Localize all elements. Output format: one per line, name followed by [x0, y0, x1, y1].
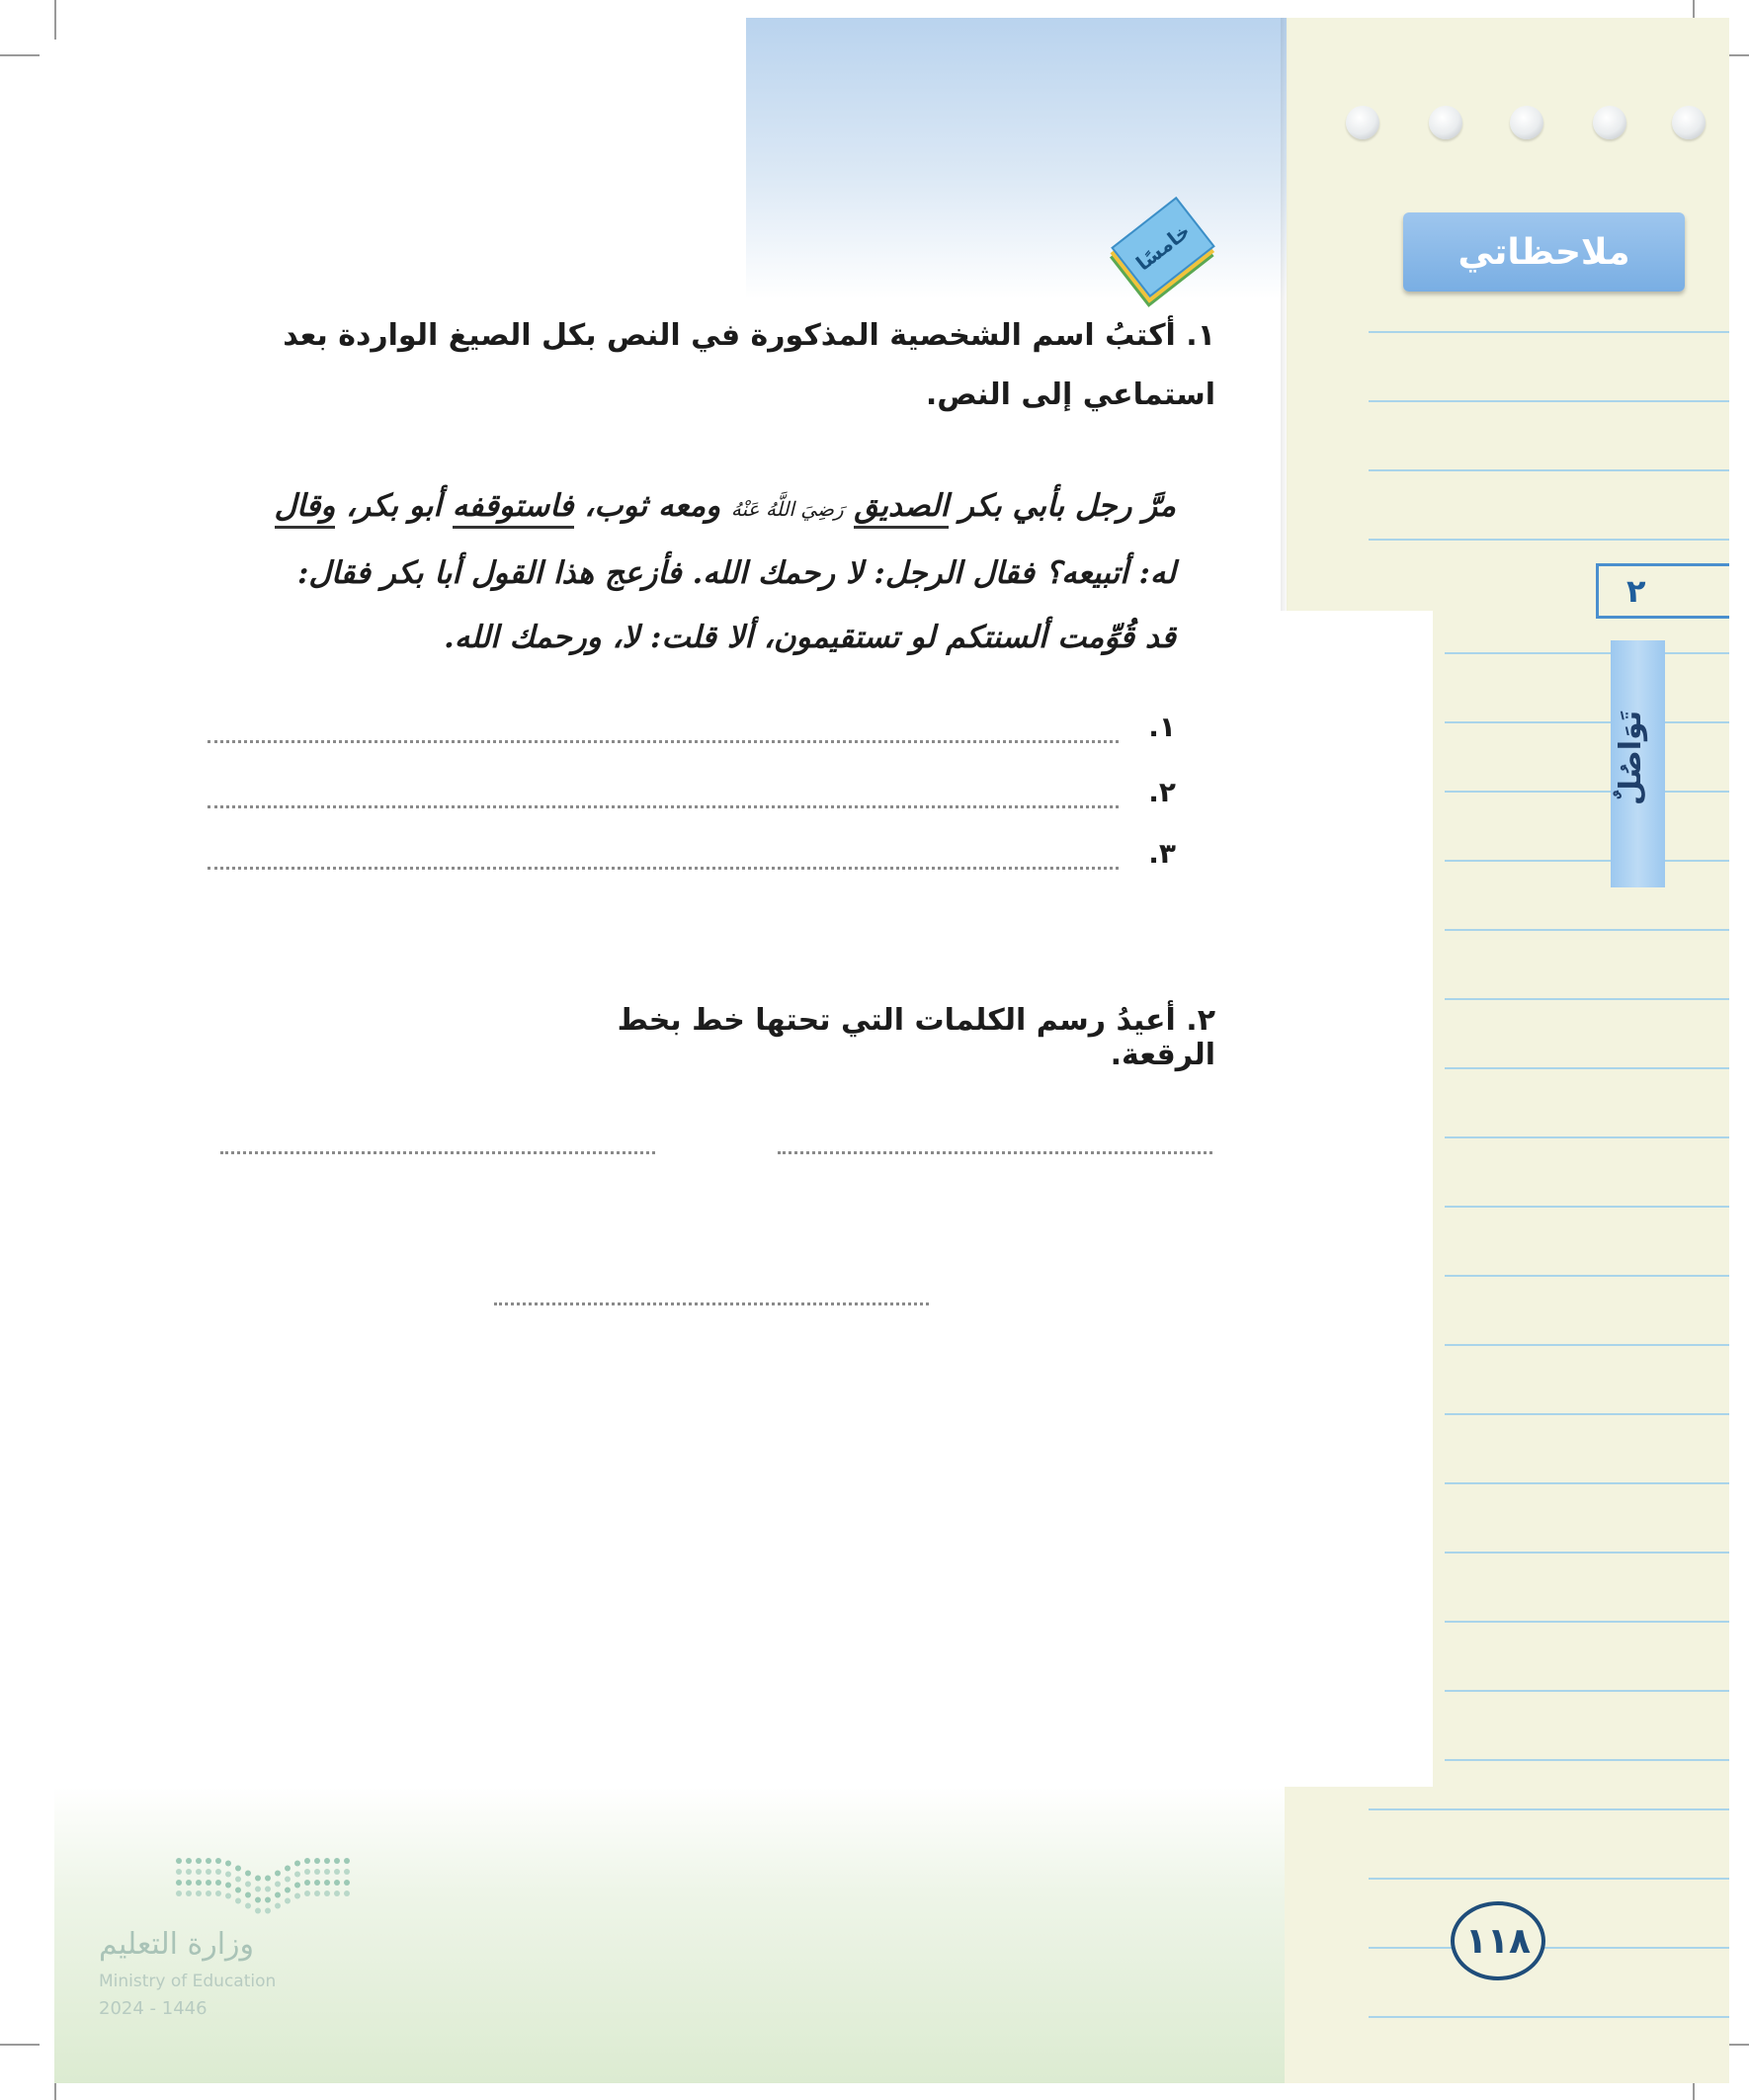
crop-mark: [0, 2044, 40, 2046]
ruled-line: [1445, 652, 1729, 654]
passage-line-2: له: أتبيعه؟ فقال الرجل: لا رحمك الله. فأزعج هذا القول أبا بكر فقال:: [296, 555, 1176, 591]
logo-dot: [235, 1888, 241, 1893]
logo-dot: [265, 1876, 271, 1882]
logo-dot: [196, 1880, 202, 1886]
crop-mark: [54, 0, 56, 40]
handwriting-line[interactable]: [220, 1151, 655, 1154]
passage: [198, 474, 1176, 670]
section-badge: خامسًا: [1111, 197, 1215, 297]
binder-hole: [1510, 106, 1543, 139]
crop-mark: [0, 54, 40, 56]
ruled-line: [1445, 1621, 1729, 1623]
handwriting-line[interactable]: [778, 1151, 1212, 1154]
logo-dot: [314, 1869, 320, 1875]
ruled-line: [1445, 1413, 1729, 1415]
logo-dot: [245, 1903, 251, 1909]
logo-dot: [196, 1869, 202, 1875]
ruled-line: [1445, 1067, 1729, 1069]
logo-dot: [304, 1869, 310, 1875]
ruled-line: [1445, 1690, 1729, 1692]
logo-dot: [206, 1890, 211, 1896]
logo-dot: [186, 1890, 192, 1896]
ruled-line: [1369, 1808, 1729, 1810]
answer-dotted-line[interactable]: [208, 782, 1119, 808]
answer-number: ٢.: [1148, 776, 1176, 808]
logo-dot: [285, 1898, 291, 1904]
passage-text: أبو بكر،: [335, 488, 453, 524]
ministry-year: 2024 - 1446: [99, 1998, 208, 2019]
logo-dot: [235, 1866, 241, 1872]
logo-dot: [285, 1888, 291, 1893]
logo-dot: [176, 1880, 182, 1886]
ruled-line: [1369, 331, 1729, 333]
logo-dot: [255, 1887, 261, 1892]
logo-dot: [324, 1880, 330, 1886]
question-2-prompt: ٢. أعيدُ رسم الكلمات التي تحتها خط بخط الرقعة.: [617, 1003, 1215, 1072]
logo-dot: [255, 1876, 261, 1882]
logo-dot: [225, 1883, 231, 1889]
underlined-word: الصديق: [854, 488, 949, 529]
logo-dot: [255, 1897, 261, 1903]
header-gradient: [746, 18, 1294, 299]
logo-dot: [285, 1866, 291, 1872]
logo-dot: [304, 1880, 310, 1886]
logo-dot: [285, 1877, 291, 1883]
logo-dot: [206, 1858, 211, 1864]
answer-dotted-line[interactable]: [208, 843, 1119, 870]
logo-dot: [334, 1880, 340, 1886]
ruled-line: [1445, 721, 1729, 723]
binder-hole: [1672, 106, 1706, 139]
logo-dot: [324, 1858, 330, 1864]
underlined-word: فاستوقفه: [453, 488, 574, 529]
logo-dot: [215, 1869, 221, 1875]
notes-panel: [1287, 18, 1729, 611]
logo-dot: [344, 1869, 350, 1875]
ruled-line: [1369, 1878, 1729, 1880]
ruled-line: [1445, 1275, 1729, 1277]
ruled-line: [1445, 1344, 1729, 1346]
logo-dot: [215, 1880, 221, 1886]
ruled-line: [1369, 400, 1729, 402]
ministry-logo-icon: [173, 1853, 351, 1922]
ruled-line: [1369, 469, 1729, 471]
chapter-number-tab: ٢: [1596, 563, 1729, 619]
answer-line-2[interactable]: [208, 769, 1176, 808]
logo-dot: [245, 1892, 251, 1898]
question-1-prompt: ١. أكتبُ اسم الشخصية المذكورة في النص بكل الصيغ الواردة بعد استماعي إلى النص.: [283, 318, 1215, 412]
ministry-name-english: Ministry of Education: [99, 1972, 277, 1991]
logo-dot: [215, 1890, 221, 1896]
logo-dot: [176, 1858, 182, 1864]
binder-hole: [1346, 106, 1379, 139]
ruled-line: [1369, 2016, 1729, 2018]
panel-shadow: [1281, 18, 1289, 611]
binder-hole: [1429, 106, 1462, 139]
logo-dot: [294, 1893, 300, 1899]
answer-number: ١.: [1148, 711, 1176, 743]
logo-dot: [225, 1872, 231, 1878]
logo-dot: [334, 1858, 340, 1864]
logo-dot: [294, 1883, 300, 1889]
passage-text: مرَّ رجل بأبي بكر: [949, 488, 1176, 524]
logo-dot: [235, 1898, 241, 1904]
logo-dot: [235, 1877, 241, 1883]
answer-line-3[interactable]: [208, 830, 1176, 870]
answer-number: ٣.: [1148, 837, 1176, 870]
logo-dot: [186, 1869, 192, 1875]
logo-dot: [265, 1897, 271, 1903]
passage-line-3: قد قُوِّمت ألسنتكم لو تستقيمون، ألا قلت: لا، ورحمك الله.: [444, 620, 1176, 655]
passage-line-1: [198, 474, 1176, 542]
answer-dotted-line[interactable]: [208, 716, 1119, 743]
ruled-line: [1369, 1947, 1729, 1949]
logo-dot: [294, 1872, 300, 1878]
logo-dot: [196, 1858, 202, 1864]
logo-dot: [314, 1890, 320, 1896]
logo-dot: [196, 1890, 202, 1896]
logo-dot: [206, 1869, 211, 1875]
logo-dot: [265, 1887, 271, 1892]
logo-dot: [255, 1908, 261, 1914]
logo-dot: [334, 1890, 340, 1896]
ruled-line: [1445, 998, 1729, 1000]
ruled-line: [1445, 1482, 1729, 1484]
logo-dot: [176, 1869, 182, 1875]
logo-dot: [245, 1871, 251, 1877]
answer-line-1[interactable]: [208, 704, 1176, 743]
ruled-line: [1445, 1136, 1729, 1138]
logo-dot: [324, 1869, 330, 1875]
ruled-line: [1445, 1206, 1729, 1208]
binder-hole: [1593, 106, 1626, 139]
ruled-line: [1445, 929, 1729, 931]
logo-dot: [225, 1893, 231, 1899]
logo-dot: [314, 1880, 320, 1886]
unit-label: تَوَاصُلٌ: [1614, 710, 1648, 805]
logo-dot: [265, 1908, 271, 1914]
logo-dot: [225, 1861, 231, 1867]
logo-dot: [186, 1880, 192, 1886]
logo-dot: [344, 1890, 350, 1896]
notes-panel-strip: [1433, 611, 1729, 1787]
passage-text: ومعه ثوب،: [573, 488, 731, 524]
logo-dot: [275, 1882, 281, 1888]
logo-dot: [294, 1861, 300, 1867]
handwriting-line[interactable]: [494, 1302, 929, 1305]
ruled-line: [1445, 791, 1729, 793]
honorific-glyph: رَضِيَ اللَّهُ عَنْهُ: [730, 497, 844, 521]
logo-dot: [304, 1890, 310, 1896]
logo-dot: [245, 1882, 251, 1888]
ministry-name-arabic: وزارة التعليم: [99, 1927, 255, 1962]
underlined-word: وقال: [275, 488, 336, 529]
logo-dot: [206, 1880, 211, 1886]
logo-dot: [176, 1890, 182, 1896]
logo-dot: [215, 1858, 221, 1864]
notes-label: ملاحظاتي: [1403, 212, 1685, 292]
ruled-line: [1445, 1552, 1729, 1554]
logo-dot: [344, 1858, 350, 1864]
logo-dot: [334, 1869, 340, 1875]
logo-dot: [275, 1871, 281, 1877]
logo-dot: [314, 1858, 320, 1864]
ruled-line: [1445, 860, 1729, 862]
logo-dot: [186, 1858, 192, 1864]
logo-dot: [344, 1880, 350, 1886]
logo-dot: [275, 1903, 281, 1909]
logo-dot: [275, 1892, 281, 1898]
page-number: ١١٨: [1451, 1901, 1545, 1980]
ruled-line: [1445, 1759, 1729, 1761]
ruled-line: [1369, 539, 1729, 541]
logo-dot: [304, 1858, 310, 1864]
logo-dot: [324, 1890, 330, 1896]
